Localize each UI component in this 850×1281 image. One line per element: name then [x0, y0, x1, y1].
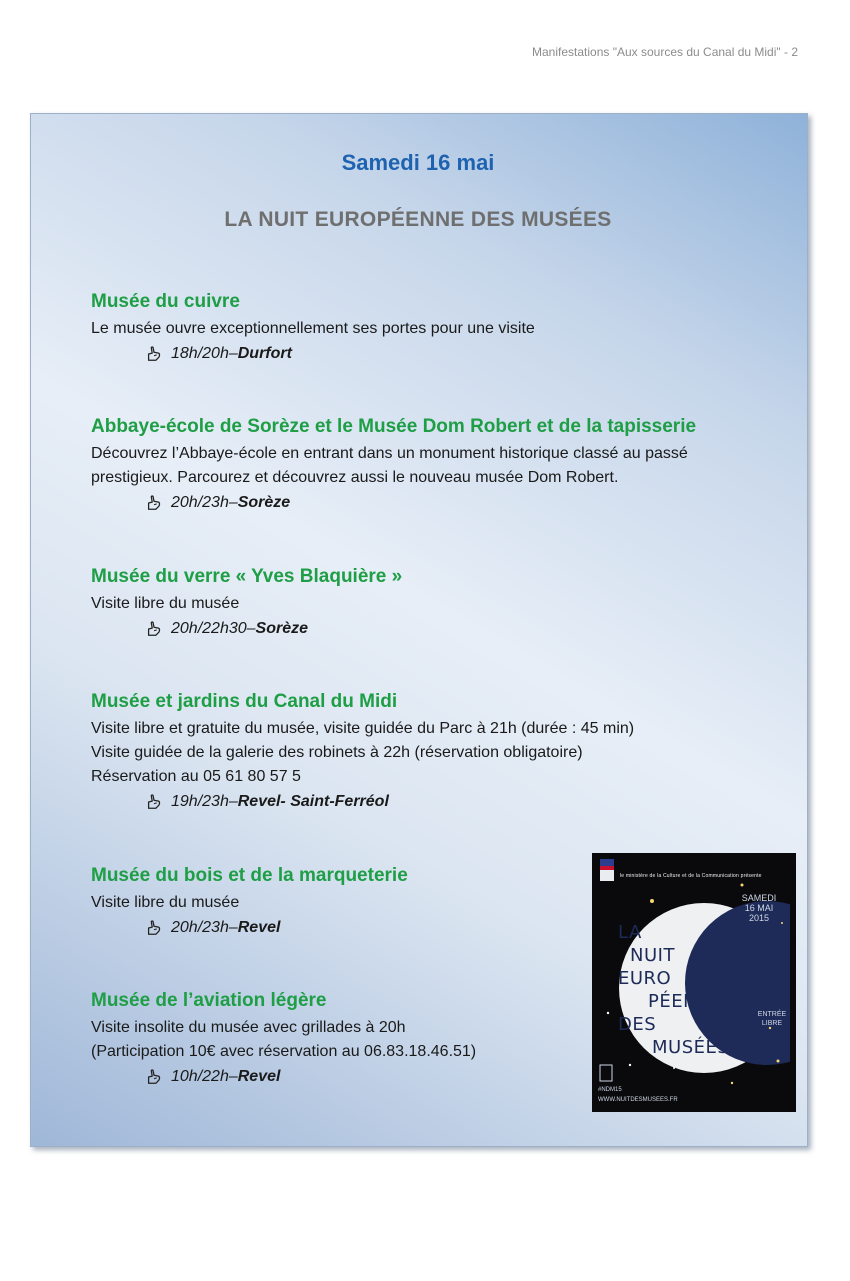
- pointing-hand-icon: [145, 919, 163, 937]
- museum-name: Musée du verre « Yves Blaquière »: [91, 566, 403, 587]
- schedule-time: 19h/23h–: [171, 793, 238, 810]
- museum-schedule: [145, 1065, 571, 1089]
- schedule-place: Durfort: [237, 345, 292, 362]
- schedule-time: 18h/20h–: [171, 345, 238, 362]
- poster-hashtag: #NDM15: [598, 1087, 622, 1093]
- poster-url: WWW.NUITDESMUSEES.FR: [598, 1097, 678, 1103]
- pointing-hand-icon: [145, 620, 163, 638]
- museum-description: Visite guidée de la galerie des robinets à 22h (réservation obligatoire): [91, 744, 583, 761]
- poster-title-line: LA: [618, 922, 642, 943]
- museum-entry: [91, 290, 791, 366]
- museum-description: Réservation au 05 61 80 57 5: [91, 768, 301, 785]
- poster-title-line: MUSÉES: [652, 1037, 730, 1058]
- museum-description: Visite insolite du musée avec grillades à 20h: [91, 1019, 406, 1036]
- poster-title: [618, 921, 729, 1059]
- museum-entry: [91, 690, 791, 814]
- page-header-note: Manifestations "Aux sources du Canal du Midi" - 2: [532, 45, 798, 59]
- poster-title-line: EURO: [618, 968, 672, 989]
- schedule-time: 10h/22h–: [171, 1068, 238, 1085]
- schedule-place: Sorèze: [255, 620, 308, 637]
- poster-date-line: SAMEDI: [741, 893, 777, 903]
- schedule-time: 20h/22h30–: [171, 620, 256, 637]
- schedule-place: Revel: [237, 919, 281, 936]
- schedule-place: Revel: [237, 1068, 281, 1085]
- museum-name: Musée et jardins du Canal du Midi: [91, 691, 398, 712]
- poster-date-line: 16 MAI: [744, 903, 774, 913]
- poster-title-line: PÉENNE: [648, 991, 723, 1012]
- nuit-des-musees-poster: [592, 853, 796, 1112]
- museum-schedule: [145, 916, 571, 940]
- museum-description: prestigieux. Parcourez et découvrez aussi le nouveau musée Dom Robert.: [91, 469, 619, 486]
- museum-schedule: [145, 342, 791, 366]
- museum-description: Découvrez l’Abbaye-école en entrant dans un monument historique classé au passé: [91, 445, 688, 462]
- museum-description: Visite libre du musée: [91, 595, 240, 612]
- schedule-time: 20h/23h–: [171, 919, 238, 936]
- poster-free-line: ENTRÉE: [757, 1011, 787, 1018]
- museum-schedule: [145, 790, 791, 814]
- museum-entry: [91, 864, 571, 940]
- museum-name: Musée du bois et de la marqueterie: [91, 865, 408, 886]
- museum-name: Musée du cuivre: [91, 291, 240, 312]
- pointing-hand-icon: [145, 1068, 163, 1086]
- pointing-hand-icon: [145, 494, 163, 512]
- museum-description: Visite libre et gratuite du musée, visite guidée du Parc à 21h (durée : 45 min): [91, 720, 635, 737]
- schedule-place: Revel- Saint-Ferréol: [237, 793, 389, 810]
- museum-name: Abbaye-école de Sorèze et le Musée Dom Robert et de la tapisserie: [91, 416, 697, 437]
- museum-schedule: [145, 491, 811, 515]
- schedule-time: 20h/23h–: [171, 494, 238, 511]
- museum-description: (Participation 10€ avec réservation au 06.83.18.46.51): [91, 1043, 477, 1060]
- museum-schedule: [145, 617, 791, 641]
- museum-entry: [91, 989, 571, 1089]
- schedule-place: Sorèze: [237, 494, 291, 511]
- poster-title-line: NUIT: [630, 945, 675, 966]
- poster-free-line: LIBRE: [761, 1020, 783, 1027]
- poster-title-line: DES: [618, 1014, 657, 1035]
- museum-entry: [91, 565, 791, 641]
- museum-entry: [91, 415, 811, 515]
- event-title: LA NUIT EUROPÉENNE DES MUSÉES: [224, 208, 612, 231]
- social-icon: [600, 1065, 612, 1081]
- poster-free-entry: [750, 1010, 794, 1028]
- poster-date-line: 2015: [748, 913, 770, 923]
- event-date: Samedi 16 mai: [341, 150, 495, 175]
- pointing-hand-icon: [145, 345, 163, 363]
- poster-ministry-line: le ministère de la Culture et de la Communication présente: [620, 873, 762, 879]
- poster-date: [727, 893, 791, 923]
- museum-description: Visite libre du musée: [91, 894, 240, 911]
- museum-name: Musée de l’aviation légère: [91, 990, 327, 1011]
- museum-description: Le musée ouvre exceptionnellement ses portes pour une visite: [91, 320, 535, 337]
- pointing-hand-icon: [145, 793, 163, 811]
